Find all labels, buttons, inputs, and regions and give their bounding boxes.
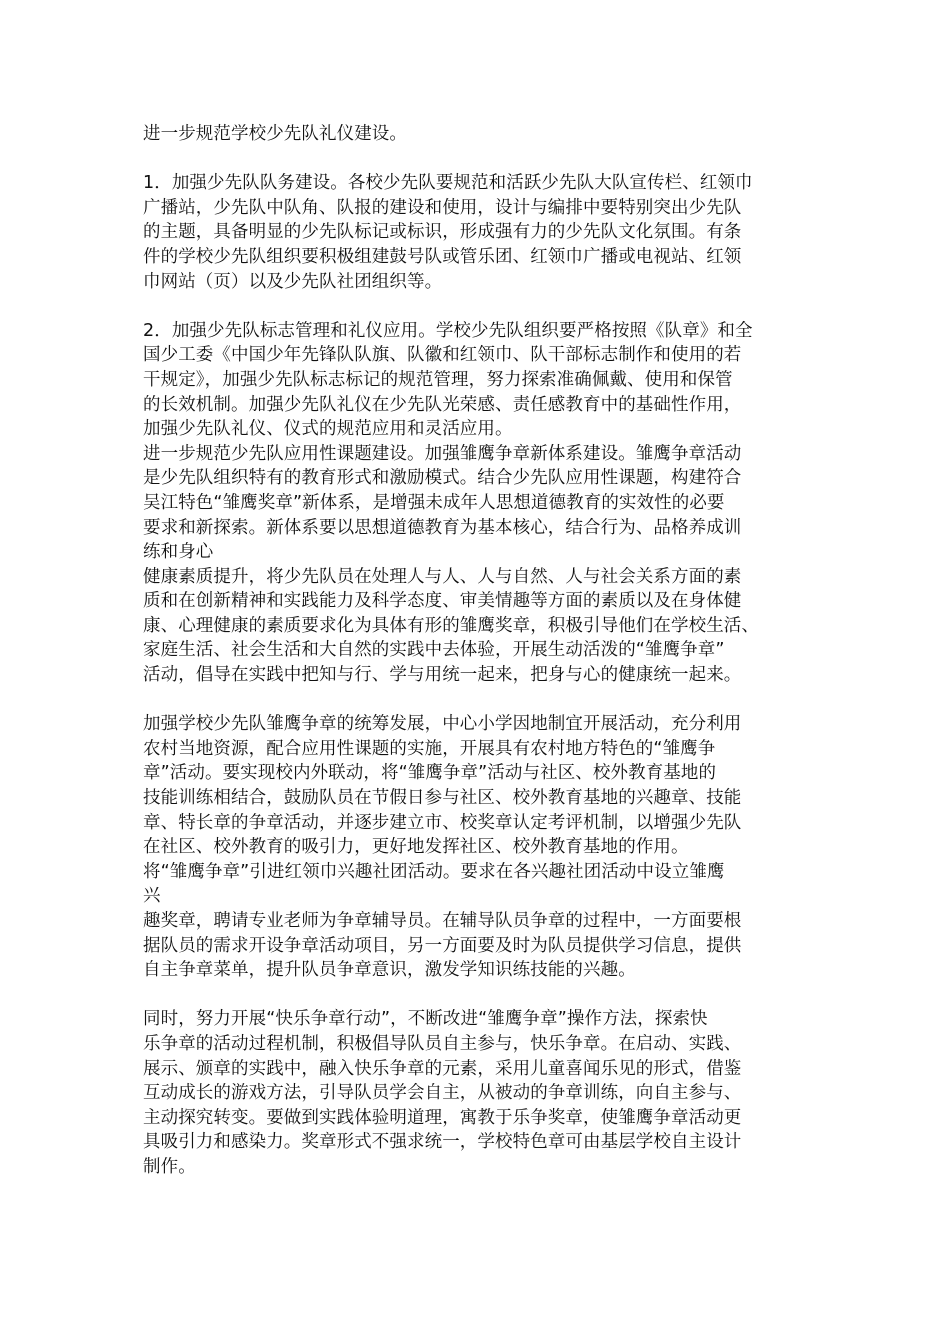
text-line: 在社区、校外教育的吸引力，更好地发挥社区、校外教育基地的作用。 — [143, 837, 689, 858]
text-line: 制作。 — [143, 1156, 196, 1177]
paragraph-team-affairs — [143, 171, 823, 294]
text-line: 巾网站（页）以及少先队社团组织等。 — [143, 271, 443, 292]
text-line: 同时，努力开展“快乐争章行动”，不断改进“雏鹰争章”操作方法，探索快 — [143, 1009, 708, 1030]
text-line: 是少先队组织特有的教育形式和激励模式。结合少先队应用性课题，构建符合 — [143, 468, 742, 489]
text-line: 件的学校少先队组织要积极组建鼓号队或管乐团、红领巾广播或电视站、红领 — [143, 246, 742, 267]
text-line: 展示、颁章的实践中，融入快乐争章的元素，采用儿童喜闻乐见的形式，借鉴 — [143, 1058, 742, 1079]
text-line: 1．加强少先队队务建设。各校少先队要规范和活跃少先队大队宣传栏、红领巾 — [143, 173, 753, 194]
text-line: 主动探究转变。要做到实践体验明道理，寓教于乐争奖章，使雏鹰争章活动更 — [143, 1107, 742, 1128]
paragraph-gap — [143, 147, 823, 172]
text-line: 乐争章的活动过程机制，积极倡导队员自主参与，快乐争章。在启动、实践、 — [143, 1033, 742, 1054]
text-line: 的长效机制。加强少先队礼仪在少先队光荣感、责任感教育中的基础性作用， — [143, 394, 742, 415]
paragraph-gap — [143, 294, 823, 319]
paragraph-symbols-etiquette — [143, 319, 823, 688]
text-line: 要求和新探索。新体系要以思想道德教育为基本核心，结合行为、品格养成训 — [143, 517, 742, 538]
text-line: 健康素质提升，将少先队员在处理人与人、人与自然、人与社会关系方面的素 — [143, 566, 742, 587]
text-line: 活动，倡导在实践中把知与行、学与用统一起来，把身与心的健康统一起来。 — [143, 665, 742, 686]
text-line: 康、心理健康的素质要求化为具体有形的雏鹰奖章，积极引导他们在学校生活、 — [143, 615, 759, 636]
paragraph-happy-badge-action — [143, 1007, 823, 1179]
text-line: 广播站，少先队中队角、队报的建设和使用，设计与编排中要特别突出少先队 — [143, 197, 742, 218]
document-body — [143, 122, 823, 1180]
paragraph-gap — [143, 688, 823, 713]
text-line: 将“雏鹰争章”引进红领巾兴趣社团活动。要求在各兴趣社团活动中设立雏鹰 — [143, 861, 725, 882]
text-line: 农村当地资源，配合应用性课题的实施，开展具有农村地方特色的“雏鹰争 — [143, 738, 716, 759]
text-line: 具吸引力和感染力。奖章形式不强求统一，学校特色章可由基层学校自主设计 — [143, 1132, 742, 1153]
paragraph-gap — [143, 983, 823, 1008]
text-line: 兴 — [143, 886, 161, 907]
text-line: 据队员的需求开设争章活动项目，另一方面要及时为队员提供学习信息，提供 — [143, 935, 742, 956]
text-line: 趣奖章，聘请专业老师为争章辅导员。在辅导队员争章的过程中，一方面要根 — [143, 911, 742, 931]
text-line: 练和身心 — [143, 542, 214, 563]
text-line: 章”活动。要实现校内外联动，将“雏鹰争章”活动与社区、校外教育基地的 — [143, 763, 717, 784]
text-line: 自主争章菜单，提升队员争章意识，激发学知识练技能的兴趣。 — [143, 960, 636, 981]
text-line: 的主题，具备明显的少先队标记或标识，形成强有力的少先队文化氛围。有条 — [143, 222, 742, 243]
text-line: 2．加强少先队标志管理和礼仪应用。学校少先队组织要严格按照《队章》和全 — [143, 320, 753, 341]
text-line: 干规定》，加强少先队标志标记的规范管理，努力探索准确佩戴、使用和保管 — [143, 369, 733, 390]
text-line: 质和在创新精神和实践能力及科学态度、审美情趣等方面的素质以及在身体健 — [143, 591, 742, 612]
text-line: 加强学校少先队雏鹰争章的统筹发展，中心小学因地制宜开展活动，充分利用 — [143, 714, 742, 735]
text-line: 技能训练相结合，鼓励队员在节假日参与社区、校外教育基地的兴趣章、技能 — [143, 788, 742, 809]
text-line: 国少工委《中国少年先锋队队旗、队徽和红领巾、队干部标志制作和使用的若 — [143, 345, 742, 366]
text-line: 章、特长章的争章活动，并逐步建立市、校奖章认定考评机制，以增强少先队 — [143, 812, 742, 833]
text-line: 互动成长的游戏方法，引导队员学会自主，从被动的争章训练，向自主参与、 — [143, 1083, 742, 1104]
text-line: 加强少先队礼仪、仪式的规范应用和灵活应用。 — [143, 419, 513, 440]
paragraph-intro — [143, 122, 823, 147]
paragraph-coordinated-development — [143, 712, 823, 983]
text-line: 进一步规范少先队应用性课题建设。加强雏鹰争章新体系建设。雏鹰争章活动 — [143, 443, 742, 464]
text-line: 家庭生活、社会生活和大自然的实践中去体验，开展生动活泼的“雏鹰争章” — [143, 640, 725, 661]
text-line: 进一步规范学校少先队礼仪建设。 — [143, 124, 407, 144]
text-line: 吴江特色“雏鹰奖章”新体系，是增强未成年人思想道德教育的实效性的必要 — [143, 492, 725, 513]
